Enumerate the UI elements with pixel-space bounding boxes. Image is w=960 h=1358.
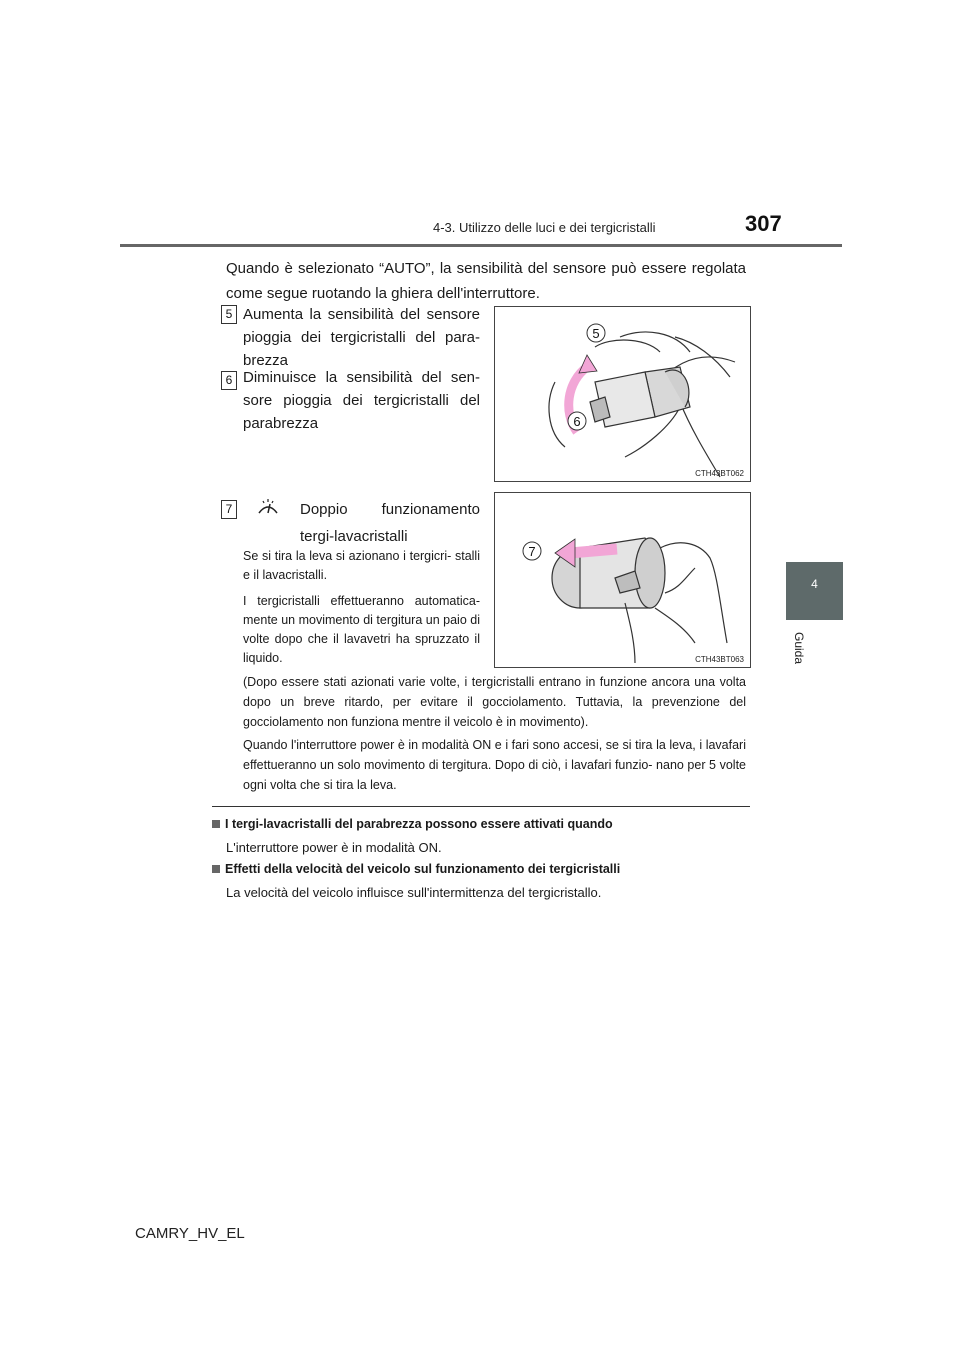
item-7-note-2: I tergicristalli effettueranno automatica- mente un movimento di tergitura un paio di volte dopo che il lavavetri ha spruzzato il liquido. [243, 594, 480, 665]
item-number-6: 6 [221, 371, 237, 390]
figure-wiper-lever [494, 492, 751, 668]
item-5-text: Aumenta la sensibilità del sensore pioggia dei tergicristalli del para- brezza [243, 306, 480, 369]
item-number-5: 5 [221, 305, 237, 324]
page-number: 307 [745, 211, 782, 236]
chapter-label: Guida [792, 632, 806, 665]
header-divider [120, 244, 842, 247]
figure-wiper-dial [494, 306, 751, 482]
figure-code: CTH43BT063 [695, 655, 744, 664]
section-divider [212, 806, 750, 807]
bullet-heading-1: I tergi-lavacristalli del parabrezza possono essere attivati quando [212, 817, 752, 831]
item-number-7: 7 [221, 500, 237, 519]
chapter-tab [786, 562, 843, 620]
item-7-note-1: Se si tira la leva si azionano i tergicri- stalli e il lavacristalli. [243, 549, 480, 582]
bullet-body-2: La velocità del veicolo influisce sull'intermittenza del tergicristallo. [226, 885, 602, 900]
chapter-number: 4 [811, 577, 818, 591]
item-7-text: Doppio funzionamento tergi-lavacristalli [300, 501, 480, 545]
wiper-lever-illustration [495, 493, 750, 667]
figure-label-7: 7 [528, 544, 536, 559]
intro-paragraph: Quando è selezionato “AUTO”, la sensibilità del sensore può essere regolata come segue ruotando la ghiera dell'interruttore. [226, 260, 746, 302]
figure-label-6: 6 [573, 414, 581, 429]
header-section-title: 4-3. Utilizzo delle luci e dei tergicristalli [433, 220, 656, 235]
bullet-square-icon [212, 865, 220, 873]
note-drip-prevention: (Dopo essere stati azionati varie volte, i tergicristalli entrano in funzione ancora una volta dopo un breve ritardo, per evitare il gocciolamento. Tuttavia, la prevenzione del gocciolamento non funziona mentre il veicolo è in movimento). [243, 675, 746, 729]
bullet-body-1: L'interruttore power è in modalità ON. [226, 840, 442, 855]
figure-code: CTH43BT062 [695, 469, 744, 478]
item-6-text: Diminuisce la sensibilità del sen- sore pioggia dei tergicristalli del parabrezza [243, 369, 480, 432]
wiper-dial-illustration [495, 307, 750, 481]
bullet-square-icon [212, 820, 220, 828]
document-code: CAMRY_HV_EL [135, 1225, 245, 1242]
bullet-heading-2: Effetti della velocità del veicolo sul funzionamento dei tergicristalli [212, 862, 752, 876]
washer-icon [256, 497, 280, 519]
note-headlamp-cleaner: Quando l'interruttore power è in modalità ON e i fari sono accesi, se si tira la leva, i lavafari effettueranno un solo movimento di tergitura. Dopo di ciò, i lavafari funzio- nano per 5 volte ogni volta che si tira la leva. [243, 738, 746, 792]
figure-label-5: 5 [592, 326, 600, 341]
